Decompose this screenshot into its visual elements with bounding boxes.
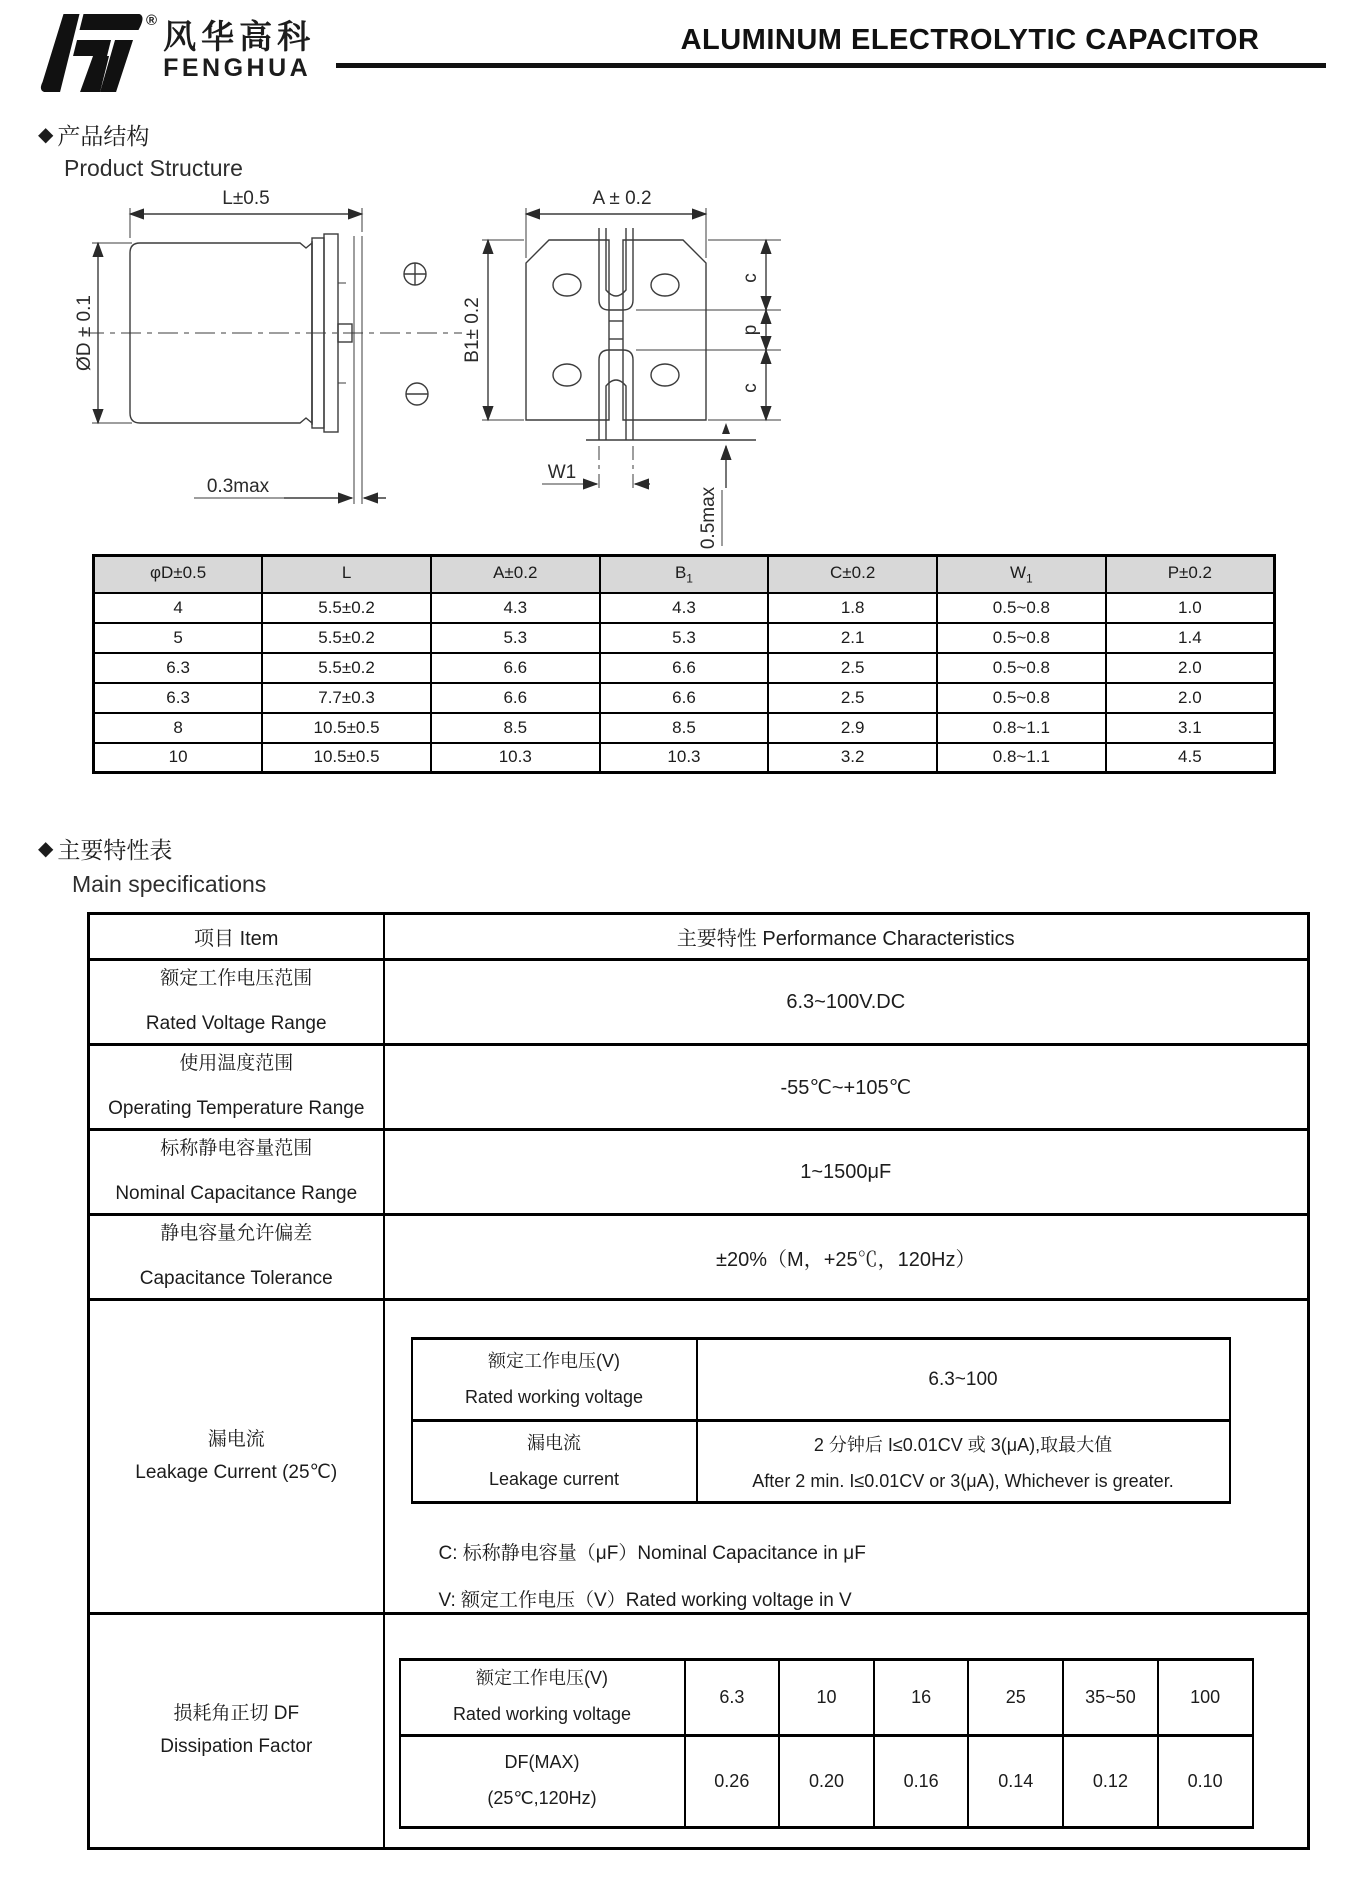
df-voltage: 10 bbox=[779, 1659, 874, 1735]
dimension-row bbox=[94, 713, 1275, 743]
dim-cell: 8.5 bbox=[600, 713, 769, 743]
dim-col-p: P±0.2 bbox=[1106, 556, 1275, 593]
dim-cell: 4.3 bbox=[431, 593, 600, 623]
dim-cell: 4.5 bbox=[1106, 743, 1275, 773]
leakage-voltage-row bbox=[412, 1339, 1230, 1421]
spec-value-tolerance: ±20%（M，+25℃，120Hz） bbox=[384, 1215, 1309, 1300]
label-cn: 使用温度范围 bbox=[179, 1053, 294, 1075]
polarity-minus-icon bbox=[406, 383, 428, 405]
fenghua-logo-icon bbox=[40, 12, 144, 94]
df-inner-table bbox=[399, 1658, 1254, 1829]
label-cn: 漏电流 bbox=[207, 1428, 265, 1450]
label-cn: 额定工作电压(V) bbox=[476, 1668, 608, 1689]
spec-row-cap-range bbox=[89, 1130, 1309, 1215]
company-logo bbox=[40, 12, 315, 94]
dim-cell: 6.6 bbox=[431, 653, 600, 683]
df-value: 0.14 bbox=[968, 1735, 1063, 1827]
specs-col-item: 项目 Item bbox=[89, 914, 384, 960]
label-en: Leakage Current (25℃) bbox=[135, 1461, 338, 1483]
header-rule bbox=[336, 63, 1326, 68]
df-voltage: 35~50 bbox=[1063, 1659, 1158, 1735]
dim-cell: 4 bbox=[94, 593, 263, 623]
dim-label-w1: W1 bbox=[547, 462, 577, 483]
dimension-row bbox=[94, 593, 1275, 623]
dim-cell: 10.5±0.5 bbox=[262, 743, 431, 773]
dim-cell: 5.3 bbox=[431, 623, 600, 653]
value-cn: 2 分钟后 I≤0.01CV 或 3(μA),取最大值 bbox=[813, 1435, 1113, 1455]
spec-row-leakage bbox=[89, 1300, 1309, 1614]
df-value: 0.20 bbox=[779, 1735, 874, 1827]
main-specs-table bbox=[87, 912, 1310, 1850]
label-en: Dissipation Factor bbox=[160, 1736, 313, 1757]
label-cn: 标称静电容量范围 bbox=[160, 1138, 313, 1160]
label-cn: 额定工作电压范围 bbox=[160, 968, 313, 990]
dim-cell: 10.5±0.5 bbox=[262, 713, 431, 743]
label-en: Leakage current bbox=[488, 1468, 620, 1489]
spec-row-dissipation-factor bbox=[89, 1614, 1309, 1849]
dim-col-a: A±0.2 bbox=[431, 556, 600, 593]
capacitor-bottom-view-diagram bbox=[436, 188, 996, 550]
leakage-voltage-value: 6.3~100 bbox=[697, 1339, 1230, 1421]
dim-cell: 10 bbox=[94, 743, 263, 773]
spec-value-df bbox=[384, 1614, 1309, 1849]
spec-label-temp-range bbox=[89, 1045, 384, 1130]
dim-col-c: C±0.2 bbox=[768, 556, 937, 593]
dim-col-b1: $B_1$ bbox=[600, 556, 769, 593]
dim-cell: 6.3 bbox=[94, 653, 263, 683]
page-title: ALUMINUM ELECTROLYTIC CAPACITOR bbox=[680, 24, 1260, 56]
dim-cell: 10.3 bbox=[600, 743, 769, 773]
spec-label-rated-voltage bbox=[89, 960, 384, 1045]
dim-cell: 0.5~0.8 bbox=[937, 653, 1106, 683]
dim-label-length: L±0.5 bbox=[222, 188, 270, 209]
spec-label-tolerance bbox=[89, 1215, 384, 1300]
product-structure-title-en: Product Structure bbox=[64, 155, 243, 181]
dimension-table-header-row bbox=[94, 556, 1275, 593]
dim-cell: 5.3 bbox=[600, 623, 769, 653]
dimension-table bbox=[92, 554, 1276, 774]
specs-col-performance: 主要特性 Performance Characteristics bbox=[384, 914, 1309, 960]
specs-header-row bbox=[89, 914, 1309, 960]
dim-cell: 8.5 bbox=[431, 713, 600, 743]
diamond-marker-icon: ◆ bbox=[38, 124, 54, 146]
product-structure-diagrams bbox=[0, 188, 1370, 550]
dim-cell: 2.0 bbox=[1106, 653, 1275, 683]
dim-cell: 8 bbox=[94, 713, 263, 743]
spec-value-leakage bbox=[384, 1300, 1309, 1614]
dim-label-a: A ± 0.2 bbox=[592, 188, 652, 209]
spec-row-rated-voltage bbox=[89, 960, 1309, 1045]
dim-cell: 10.3 bbox=[431, 743, 600, 773]
logo-text bbox=[163, 20, 315, 82]
registered-trademark: ® bbox=[146, 12, 158, 29]
note-c: C: 标称静电容量（μF）Nominal Capacitance in μF bbox=[438, 1543, 866, 1564]
dim-cell: 0.5~0.8 bbox=[937, 593, 1106, 623]
leakage-notes bbox=[439, 1538, 1308, 1612]
spec-value-cap-range: 1~1500μF bbox=[384, 1130, 1309, 1215]
df-value: 0.10 bbox=[1158, 1735, 1253, 1827]
df-voltage: 100 bbox=[1158, 1659, 1253, 1735]
leakage-current-label bbox=[412, 1421, 697, 1503]
dim-cell: 0.8~1.1 bbox=[937, 713, 1106, 743]
dim-cell: 2.5 bbox=[768, 683, 937, 713]
label-en: Operating Temperature Range bbox=[108, 1098, 365, 1119]
dim-cell: 5.5±0.2 bbox=[262, 593, 431, 623]
company-name-en: FENGHUA bbox=[163, 53, 312, 82]
dimension-row bbox=[94, 743, 1275, 773]
dim-cell: 5.5±0.2 bbox=[262, 623, 431, 653]
df-voltage: 16 bbox=[874, 1659, 969, 1735]
df-voltage: 6.3 bbox=[685, 1659, 780, 1735]
main-specs-title-en: Main specifications bbox=[72, 871, 267, 897]
label-cn: 额定工作电压(V) bbox=[488, 1350, 620, 1371]
spec-label-cap-range bbox=[89, 1130, 384, 1215]
dim-cell: 6.6 bbox=[431, 683, 600, 713]
leakage-inner-table bbox=[411, 1337, 1231, 1504]
dim-label-diameter: ØD ± 0.1 bbox=[74, 295, 95, 371]
dim-cell: 2.5 bbox=[768, 653, 937, 683]
dim-label-c-top: c bbox=[740, 273, 761, 283]
dim-label-p: p bbox=[740, 324, 761, 336]
label-cn: 漏电流 bbox=[527, 1432, 581, 1453]
spec-label-df bbox=[89, 1614, 384, 1849]
dim-cell: 2.9 bbox=[768, 713, 937, 743]
df-value: 0.16 bbox=[874, 1735, 969, 1827]
value-en: After 2 min. I≤0.01CV or 3(μA), Whichever is greater. bbox=[752, 1471, 1174, 1491]
leakage-current-row bbox=[412, 1421, 1230, 1503]
diamond-marker-icon: ◆ bbox=[38, 838, 54, 860]
main-specs-title-cn: 主要特性表 bbox=[57, 837, 173, 863]
df-max-line1: DF(MAX) bbox=[504, 1752, 580, 1773]
dim-label-standoff: 0.5max bbox=[698, 486, 719, 550]
dimension-row bbox=[94, 683, 1275, 713]
label-cn: 损耗角正切 DF bbox=[173, 1703, 300, 1725]
dim-cell: 1.4 bbox=[1106, 623, 1275, 653]
dim-cell: 3.1 bbox=[1106, 713, 1275, 743]
dim-cell: 0.8~1.1 bbox=[937, 743, 1106, 773]
df-value: 0.12 bbox=[1063, 1735, 1158, 1827]
spec-label-leakage bbox=[89, 1300, 384, 1614]
dim-cell: 5.5±0.2 bbox=[262, 653, 431, 683]
dim-col-l: L bbox=[262, 556, 431, 593]
dim-label-c-bottom: c bbox=[740, 383, 761, 393]
dim-cell: 0.5~0.8 bbox=[937, 623, 1106, 653]
dim-col-w1: $W_1$ bbox=[937, 556, 1106, 593]
dim-cell: 0.5~0.8 bbox=[937, 683, 1106, 713]
dim-cell: 1.0 bbox=[1106, 593, 1275, 623]
company-name-cn: 风华高科 bbox=[163, 18, 316, 55]
dimension-row bbox=[94, 623, 1275, 653]
dim-col-phid: φD±0.5 bbox=[94, 556, 263, 593]
dim-cell: 4.3 bbox=[600, 593, 769, 623]
spec-value-temp-range: -55℃~+105℃ bbox=[384, 1045, 1309, 1130]
df-voltage-row bbox=[400, 1659, 1253, 1735]
leakage-voltage-label bbox=[412, 1339, 697, 1421]
dim-cell: 6.3 bbox=[94, 683, 263, 713]
dim-cell: 6.6 bbox=[600, 683, 769, 713]
df-voltage-label bbox=[400, 1659, 685, 1735]
page-header bbox=[0, 0, 1370, 104]
df-max-line2: (25℃,120Hz) bbox=[487, 1788, 597, 1808]
leakage-current-value bbox=[697, 1421, 1230, 1503]
product-structure-heading-cn bbox=[38, 118, 1370, 151]
label-en: Rated Voltage Range bbox=[145, 1013, 327, 1034]
dim-cell: 1.8 bbox=[768, 593, 937, 623]
df-max-label bbox=[400, 1735, 685, 1827]
product-structure-title-cn: 产品结构 bbox=[57, 123, 150, 149]
label-en: Nominal Capacitance Range bbox=[115, 1183, 358, 1204]
dim-label-gap: 0.3max bbox=[206, 476, 270, 497]
label-cn: 静电容量允许偏差 bbox=[160, 1223, 313, 1245]
dim-cell: 2.0 bbox=[1106, 683, 1275, 713]
label-en: Rated working voltage bbox=[452, 1704, 632, 1724]
df-value: 0.26 bbox=[685, 1735, 780, 1827]
spec-row-temp-range bbox=[89, 1045, 1309, 1130]
dim-cell: 6.6 bbox=[600, 653, 769, 683]
label-en: Rated working voltage bbox=[464, 1386, 644, 1407]
dim-cell: 2.1 bbox=[768, 623, 937, 653]
dim-label-b1: B1± 0.2 bbox=[462, 297, 483, 363]
capacitor-side-view-diagram bbox=[70, 188, 470, 550]
note-v: V: 额定工作电压（V）Rated working voltage in V bbox=[438, 1590, 852, 1611]
dimension-row bbox=[94, 653, 1275, 683]
main-specs-heading-cn bbox=[38, 832, 1370, 865]
dim-cell: 3.2 bbox=[768, 743, 937, 773]
dim-cell: 7.7±0.3 bbox=[262, 683, 431, 713]
label-en: Capacitance Tolerance bbox=[139, 1268, 333, 1289]
df-values-row bbox=[400, 1735, 1253, 1827]
df-voltage: 25 bbox=[968, 1659, 1063, 1735]
spec-value-rated-voltage: 6.3~100V.DC bbox=[384, 960, 1309, 1045]
dim-cell: 5 bbox=[94, 623, 263, 653]
polarity-plus-icon bbox=[404, 263, 426, 285]
spec-row-tolerance bbox=[89, 1215, 1309, 1300]
